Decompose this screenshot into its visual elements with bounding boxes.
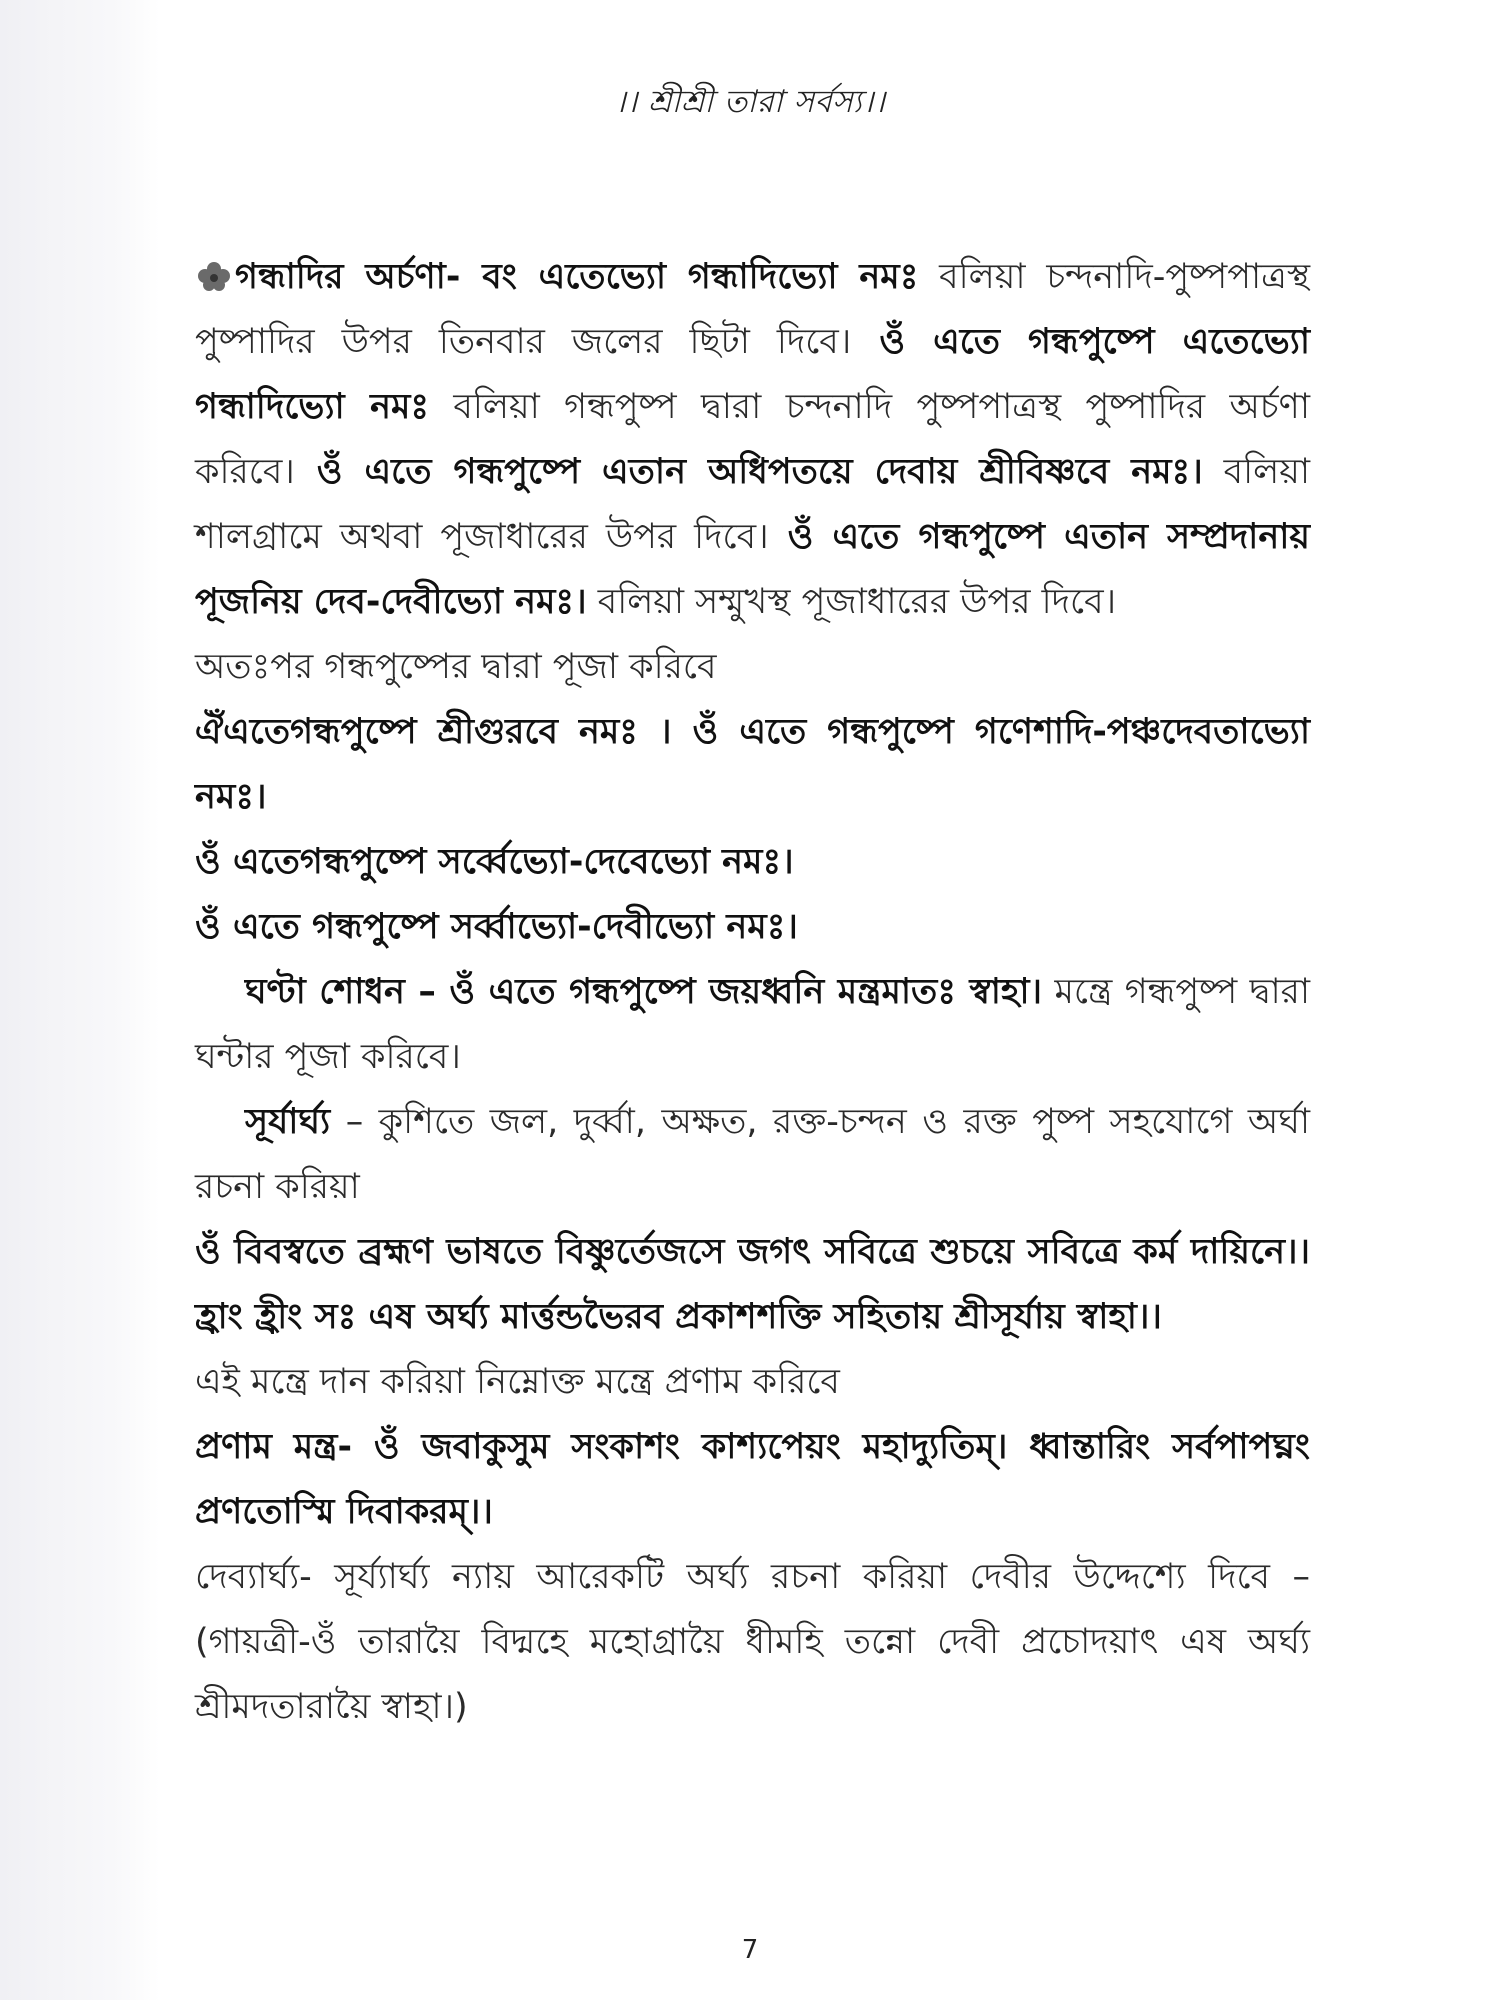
mantra-text: ঐঁএতেগন্ধপুষ্পে শ্রীগুরবে নমঃ । ওঁ এতে গন্ধপুষ্পে গণেশাদি-পঞ্চদেবতাভ্যো নমঃ। <box>195 712 1310 817</box>
ghanta-shodhan-heading: ঘণ্টা শোধন – ওঁ এতে গন্ধপুষ্পে জয়ধ্বনি মন্ত্রমাতঃ স্বাহা। <box>245 972 1042 1012</box>
paragraph-sarva-devi-mantra <box>195 895 1310 960</box>
instruction-text: বলিয়া গন্ধপুষ্প দ্বারা চন্দনাদি পুষ্পপাত্রস্থ পুষ্পাদির অর্চণা করিবে। <box>195 387 1310 492</box>
paragraph-sarva-deva-mantra <box>195 830 1310 895</box>
flower-icon <box>195 260 233 292</box>
paragraph-guru-mantra <box>195 700 1310 830</box>
paragraph-gandhapushpa-intro: অতঃপর গন্ধপুষ্পের দ্বারা পূজা করিবে <box>195 647 717 687</box>
mantra-text: ওঁ এতেগন্ধপুষ্পে সর্ব্বেভ্যো-দেবেভ্যো নমঃ। <box>195 842 794 882</box>
paragraph-surya-mantra <box>195 1220 1310 1350</box>
page-gutter-shade <box>0 0 160 2000</box>
mantra-text: ওঁ এতে গন্ধপুষ্পে এতান সম্প্রদানায় পূজনিয় দেব-দেবীভ্যো নমঃ। <box>195 517 1310 622</box>
paragraph-pranam-mantra <box>195 1415 1310 1545</box>
running-header: ।। শ্রীশ্রী তারা সর্বস্য।। <box>614 84 886 120</box>
page-body <box>195 245 1310 1740</box>
instruction-text: বলিয়া চন্দনাদি-পুষ্পপাত্রস্থ পুষ্পাদির উপর তিনবার জলের ছিটা দিবে। <box>195 257 1310 362</box>
suryarghya-heading: সূর্যার্ঘ্য <box>245 1102 331 1142</box>
paragraph-ghanta-shodhan <box>195 960 1310 1090</box>
page-number: 7 <box>741 1935 759 1965</box>
mantra-text: ওঁ এতে গন্ধপুষ্পে এতান অধিপতয়ে দেবায় শ্রীবিষ্ণবে নমঃ। <box>294 452 1203 492</box>
instruction-text: বলিয়া শালগ্রামে অথবা পূজাধারের উপর দিবে। <box>195 452 1310 557</box>
mantra-text: ওঁ বিবস্বতে ব্রহ্মণ ভাষতে বিষ্ণুর্তেজসে জগৎ সবিত্রে শুচয়ে সবিত্রে কর্ম দায়িনে।। হ্রাং হ্রীং সঃ এষ অর্ঘ্য মার্ত্তন্ডভৈরব প্রকাশশক্তি সহিতায় শ্রীসূর্যায় স্বাহা।। <box>195 1232 1310 1337</box>
mantra-text: প্রণাম মন্ত্র- ওঁ জবাকুসুম সংকাশং কাশ্যপেয়ং মহাদ্যুতিম্। ধ্বান্তারিং সর্বপাপঘ্নং প্রণতোস্মি দিবাকরম্।। <box>195 1427 1310 1532</box>
paragraph-gandhadi-archana <box>195 245 1310 635</box>
gandhadi-archana-heading: গন্ধাদির অর্চণা- বং এতেভ্যো গন্ধাদিভ্যো নমঃ <box>235 257 919 297</box>
paragraph-pranam-intro: এই মন্ত্রে দান করিয়া নিম্নোক্ত মন্ত্রে প্রণাম করিবে <box>195 1362 840 1402</box>
instruction-text: মন্ত্রে গন্ধপুষ্প দ্বারা ঘন্টার পূজা করিবে। <box>195 972 1310 1077</box>
mantra-text: ওঁ এতে গন্ধপুষ্পে এতেভ্যো গন্ধাদিভ্যো নমঃ <box>195 322 1311 427</box>
instruction-text: বলিয়া সম্মুখস্থ পূজাধারের উপর দিবে। <box>586 582 1117 622</box>
paragraph-suryarghya <box>195 1090 1310 1220</box>
instruction-text: – কুশিতে জল, দুর্ব্বা, অক্ষত, রক্ত-চন্দন ও রক্ত পুষ্প সহযোগে অর্ঘা রচনা করিয়া <box>195 1102 1310 1207</box>
mantra-text: ওঁ এতে গন্ধপুষ্পে সর্ব্বাভ্যো-দেবীভ্যো নমঃ। <box>195 907 798 947</box>
paragraph-devyarghya: দেব্যার্ঘ্য- সূর্য্যার্ঘ্য ন্যায় আরেকটি অর্ঘ্য রচনা করিয়া দেবীর উদ্দেশ্যে দিবে – (গায়ত্রী-ওঁ তারায়ৈ বিদ্মহে মহোগ্রায়ৈ ধীমহি তন্নো দেবী প্রচোদয়াৎ এষ অর্ঘ্য শ্রীমদতারায়ৈ স্বাহা।) <box>195 1557 1310 1727</box>
